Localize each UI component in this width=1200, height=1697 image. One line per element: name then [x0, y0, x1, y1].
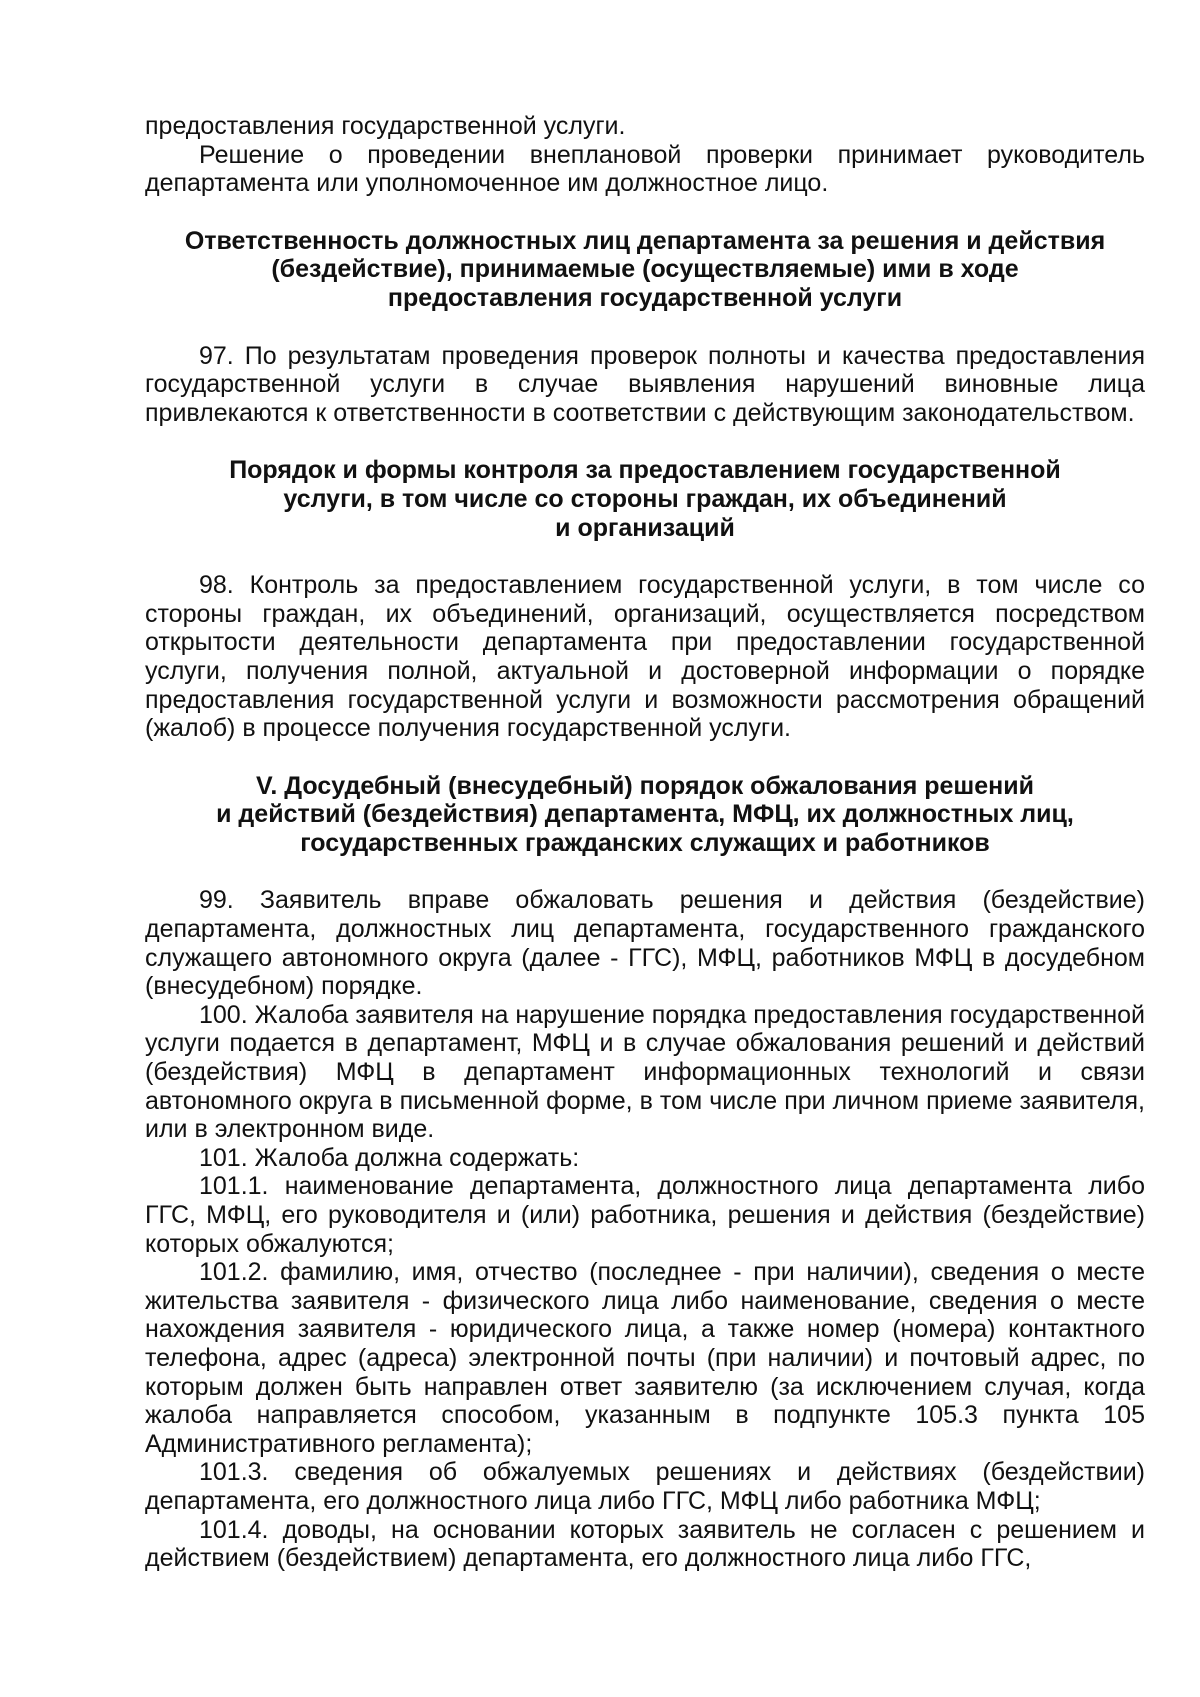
- paragraph-101-3: 101.3. сведения об обжалуемых решениях и действиях (бездействии) департамента, его должностного лица либо ГГС, МФЦ либо работника МФЦ;: [145, 1458, 1145, 1515]
- paragraph-101: 101. Жалоба должна содержать:: [199, 1143, 580, 1172]
- section-heading-appeal: [145, 772, 1145, 858]
- paragraph-99: 99. Заявитель вправе обжаловать решения и действия (бездействие) департамента, должностных лиц департамента, государственного гражданского служащего автономного округа (далее - ГГС), МФЦ, работников МФЦ в досудебном (внесудебном) порядке.: [145, 886, 1145, 1001]
- heading-line: услуги, в том числе со стороны граждан, их объединений: [283, 484, 1007, 513]
- section-heading-control: [145, 456, 1145, 542]
- paragraph-101-4: 101.4. доводы, на основании которых заявитель не согласен с решением и действием (бездействием) департамента, его должностного лица либо ГГС,: [145, 1515, 1145, 1573]
- heading-line: V. Досудебный (внесудебный) порядок обжалования решений: [255, 771, 1035, 800]
- paragraph-decision: Решение о проведении внеплановой проверки принимает руководитель департамента или уполномоченное им должностное лицо.: [145, 140, 1145, 198]
- paragraph-97: 97. По результатам проведения проверок полноты и качества предоставления государственной услуги в случае выявления нарушений виновные лица привлекаются к ответственности в соответствии с действующим законодательством.: [145, 341, 1145, 427]
- paragraph-101-1: 101.1. наименование департамента, должностного лица департамента либо ГГС, МФЦ, его руководителя и (или) работника, решения и действия (бездействие) которых обжалуются;: [145, 1172, 1145, 1258]
- heading-line: (бездействие), принимаемые (осуществляемые) ими в ходе: [271, 255, 1019, 284]
- paragraph-continuation: предоставления государственной услуги.: [145, 112, 626, 140]
- paragraph-100: 100. Жалоба заявителя на нарушение порядка предоставления государственной услуги подается в департамент, МФЦ и в случае обжалования решений и действий (бездействия) МФЦ в департамент информационных технологий и связи автономного округа в письменной форме, в том числе при личном приеме заявителя, или в электронном виде.: [145, 1000, 1145, 1144]
- paragraph-98: 98. Контроль за предоставлением государственной услуги, в том числе со стороны граждан, их объединений, организаций, осуществляется посредством открытости деятельности департамента при предоставлении государственной услуги, получения полной, актуальной и достоверной информации о порядке предоставления государственной услуги и возможности рассмотрения обращений (жалоб) в процессе получения государственной услуги.: [145, 571, 1145, 743]
- heading-line: предоставления государственной услуги: [387, 283, 903, 312]
- heading-line: Порядок и формы контроля за предоставлением государственной: [229, 456, 1061, 485]
- heading-line: Ответственность должностных лиц департамента за решения и действия: [184, 226, 1106, 255]
- section-heading-responsibility: [145, 227, 1145, 313]
- heading-line: и организаций: [555, 513, 735, 542]
- heading-line: и действий (бездействия) департамента, МФЦ, их должностных лиц,: [216, 800, 1074, 829]
- paragraph-101-2: 101.2. фамилию, имя, отчество (последнее - при наличии), сведения о месте жительства заявителя - физического лица либо наименование, сведения о месте нахождения заявителя - юридического лица, а также номер (номера) контактного телефона, адрес (адреса) электронной почты (при наличии) и почтовый адрес, по которым должен быть направлен ответ заявителю (за исключением случая, когда жалоба направляется способом, указанным в подпункте 105.3 пункта 105 Административного регламента);: [145, 1258, 1145, 1458]
- document-page: [145, 112, 1145, 1573]
- heading-line: государственных гражданских служащих и работников: [300, 828, 990, 857]
